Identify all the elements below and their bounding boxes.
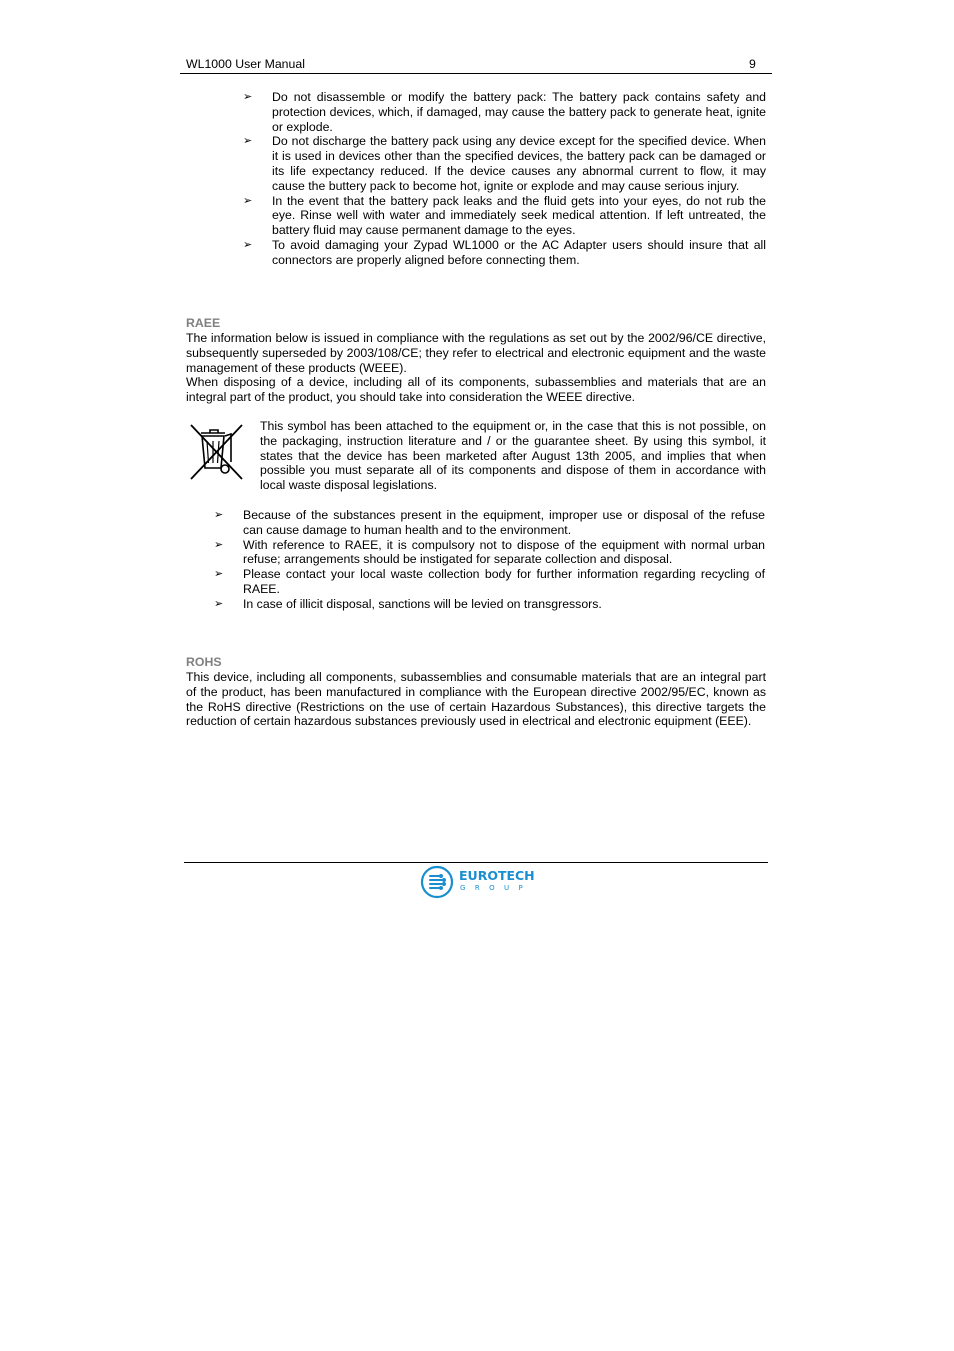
header-rule	[180, 73, 772, 74]
list-item: ➢ Do not disassemble or modify the battery pack: The battery pack contains safety and protection devices, which, if damaged, may cause the battery pack to generate heat, ignite or explode.	[243, 90, 766, 134]
logo-name: EUROTECH	[459, 868, 535, 883]
list-item: ➢ With reference to RAEE, it is compulsory not to dispose of the equipment with normal urban refuse; arrangements should be instigated for separate collection and disposal.	[214, 537, 765, 567]
raee-paragraph-1: The information below is issued in compliance with the regulations as set out by the 2002/96/CE directive, subsequently superseded by 2003/108/CE; they refer to electrical and electronic equipment and the waste management of these products (WEEE).	[186, 331, 766, 375]
raee-paragraph-2: When disposing of a device, including all of its components, subassemblies and materials that are an integral part of the product, you should take into consideration the WEEE directive.	[186, 375, 766, 404]
list-item: ➢ Because of the substances present in the equipment, improper use or disposal of the refuse can cause damage to human health and to the environment.	[214, 508, 765, 537]
arrow-bullet-icon: ➢	[214, 509, 224, 521]
eurotech-logo	[420, 865, 536, 899]
header-title: WL1000 User Manual	[186, 57, 305, 71]
arrow-bullet-icon: ➢	[214, 597, 224, 610]
arrow-bullet-icon: ➢	[214, 568, 224, 581]
arrow-bullet-icon: ➢	[243, 194, 253, 207]
rohs-paragraph: This device, including all components, subassemblies and consumable materials that are an integral part of the product, has been manufactured in compliance with the European directive 2002/95/EC, known as the RoHS directive (Restrictions on the use of certain Hazardous Substances), this directive targets the reduction of certain hazardous substances previously used in electrical and electronic equipment (EEE).	[186, 670, 766, 729]
page-number: 9	[749, 57, 756, 71]
logo-subtitle: GROUP	[460, 884, 533, 892]
list-item: ➢ Do not discharge the battery pack using any device except for the specified device. When it is used in devices other than the specified devices, the battery pack can be damaged or its life expectancy reduced. If the device causes any abnormal current to flow, it may cause the buttery pack to become hot, ignite or explode and may cause serious injury.	[243, 134, 766, 193]
list-item: ➢ Please contact your local waste collection body for further information regarding recycling of RAEE.	[214, 567, 765, 596]
arrow-bullet-icon: ➢	[243, 135, 253, 148]
arrow-bullet-icon: ➢	[243, 238, 253, 251]
raee-bullets-list	[214, 508, 765, 612]
raee-heading: RAEE	[186, 316, 221, 330]
crossed-out-wheelie-bin-icon	[188, 421, 246, 481]
rohs-heading: ROHS	[186, 655, 222, 669]
footer-rule	[184, 862, 768, 863]
list-item: ➢ To avoid damaging your Zypad WL1000 or the AC Adapter users should insure that all connectors are properly aligned before connecting them.	[243, 237, 766, 267]
list-item: ➢ In case of illicit disposal, sanctions will be levied on transgressors.	[214, 596, 602, 611]
list-item: ➢ In the event that the battery pack leaks and the fluid gets into your eyes, do not rub the eye. Rinse well with water and immediately seek medical attention. If left untreated, the battery fluid may cause permanent damage to the eyes.	[243, 193, 766, 238]
arrow-bullet-icon: ➢	[214, 538, 224, 551]
weee-symbol-text: This symbol has been attached to the equipment or, in the case that this is not possible, on the packaging, instruction literature and / or the guarantee sheet. By using this symbol, it states that the device has been marketed after August 13th 2005, and implies that when possible you must separate all of its components and dispose of them in accordance with local waste disposal legislations.	[260, 419, 766, 493]
battery-warnings-list	[243, 90, 766, 268]
arrow-bullet-icon: ➢	[243, 91, 253, 103]
eurotech-emblem-icon	[420, 865, 454, 899]
